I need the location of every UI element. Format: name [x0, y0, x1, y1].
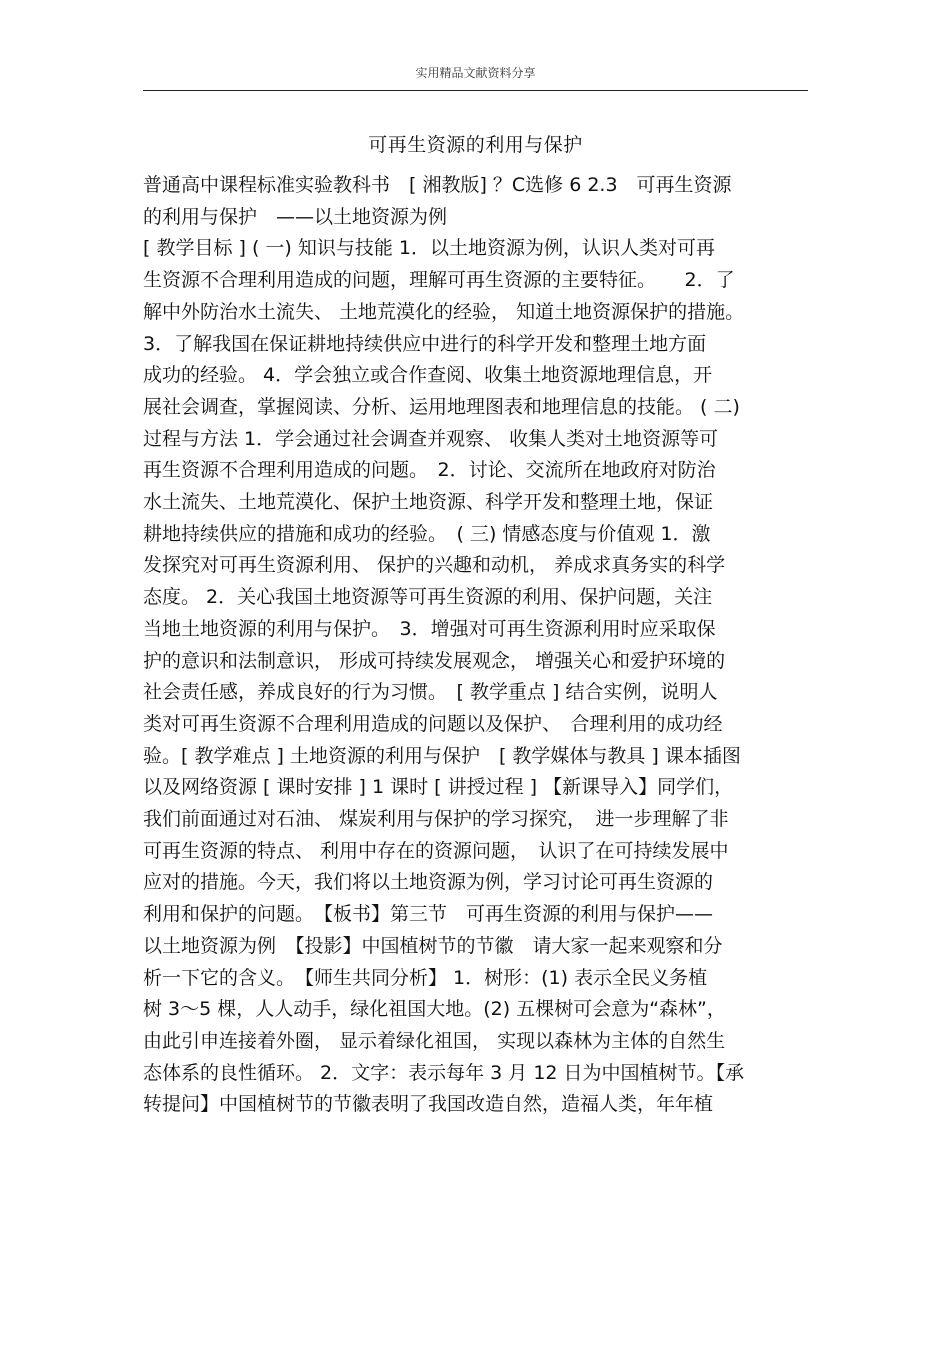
- body-line: 展社会调查，掌握阅读、分析、运用地理图表和地理信息的技能。 ( 二): [143, 395, 740, 418]
- body-line: 普通高中课程标准实验教科书 [ 湘教版] ？C选修 6 2.3 可再生资源: [143, 174, 732, 196]
- body-line: 应对的措施。今天，我们将以土地资源为例，学习讨论可再生资源的: [143, 871, 714, 894]
- body-line: 可再生资源的特点、 利用中存在的资源问题， 认识了在可持续发展中: [143, 839, 729, 862]
- body-line: 以及网络资源 [ 课时安排 ] 1 课时 [ 讲授过程 ] 【新课导入】同学们，: [143, 776, 734, 799]
- body-line: 利用和保护的问题。 【板书】第三节 可再生资源的利用与保护——: [143, 903, 714, 926]
- page-header: 实用精品文献资料分享: [415, 66, 536, 80]
- body-line: 以土地资源为例 【投影】中国植树节的节徽 请大家一起来观察和分: [143, 934, 723, 957]
- document-body: [143, 170, 813, 1121]
- body-line: 解中外防治水土流失、 土地荒漠化的经验， 知道土地资源保护的措施。: [143, 300, 745, 323]
- document-title: 可再生资源的利用与保护: [368, 134, 583, 156]
- body-line: 验。[ 教学难点 ] 土地资源的利用与保护 [ 教学媒体与教具 ] 课本插图: [143, 744, 741, 767]
- header-rule: [143, 90, 808, 91]
- body-line: 水土流失、土地荒漠化、保护土地资源、科学开发和整理土地，保证: [143, 491, 714, 514]
- body-line: 3．了解我国在保证耕地持续供应中进行的科学开发和整理土地方面: [143, 332, 707, 355]
- body-line: 过程与方法 1．学会通过社会调查并观察、 收集人类对土地资源等可: [143, 427, 719, 450]
- body-line: 的利用与保护 ——以土地资源为例: [143, 205, 448, 228]
- body-line: 态度。 2．关心我国土地资源等可再生资源的利用、保护问题，关注: [143, 586, 713, 609]
- body-line: 耕地持续供应的措施和成功的经验。 ( 三) 情感态度与价值观 1．激: [143, 522, 711, 545]
- body-line: [ 教学目标 ] ( 一) 知识与技能 1．以土地资源为例，认识人类对可再: [143, 237, 715, 260]
- body-line: 由此引申连接着外圈， 显示着绿化祖国， 实现以森林为主体的自然生: [143, 1029, 726, 1052]
- body-line: 析一下它的含义。 【师生共同分析】 1．树形：(1) 表示全民义务植: [143, 966, 708, 989]
- body-line: 类对可再生资源不合理利用造成的问题以及保护、 合理利用的成功经: [143, 712, 723, 735]
- body-line: 护的意识和法制意识， 形成可持续发展观念， 增强关心和爱护环境的: [143, 649, 726, 672]
- body-line: 态体系的良性循环。 2．文字：表示每年 3 月 12 日为中国植树节。【承: [143, 1061, 745, 1084]
- body-line: 发探究对可再生资源利用、 保护的兴趣和动机， 养成求真务实的科学: [143, 554, 726, 577]
- body-line: 当地土地资源的利用与保护。 3．增强对可再生资源利用时应采取保: [143, 617, 716, 640]
- body-line: 我们前面通过对石油、 煤炭利用与保护的学习探究， 进一步理解了非: [143, 808, 729, 831]
- body-line: 树 3～5 棵，人人动手，绿化祖国大地。(2) 五棵树可会意为“森林”，: [143, 998, 726, 1021]
- body-line: 再生资源不合理利用造成的问题。 2．讨论、交流所在地政府对防治: [143, 459, 716, 482]
- body-line: 转提问】中国植树节的节徽表明了我国改造自然，造福人类，年年植: [143, 1093, 714, 1116]
- body-line: 成功的经验。 4．学会独立或合作查阅、收集土地资源地理信息，开: [143, 364, 713, 387]
- body-line: 生资源不合理利用造成的问题，理解可再生资源的主要特征。 2．了: [143, 269, 735, 292]
- body-line: 社会责任感，养成良好的行为习惯。 [ 教学重点 ] 结合实例，说明人: [143, 681, 718, 704]
